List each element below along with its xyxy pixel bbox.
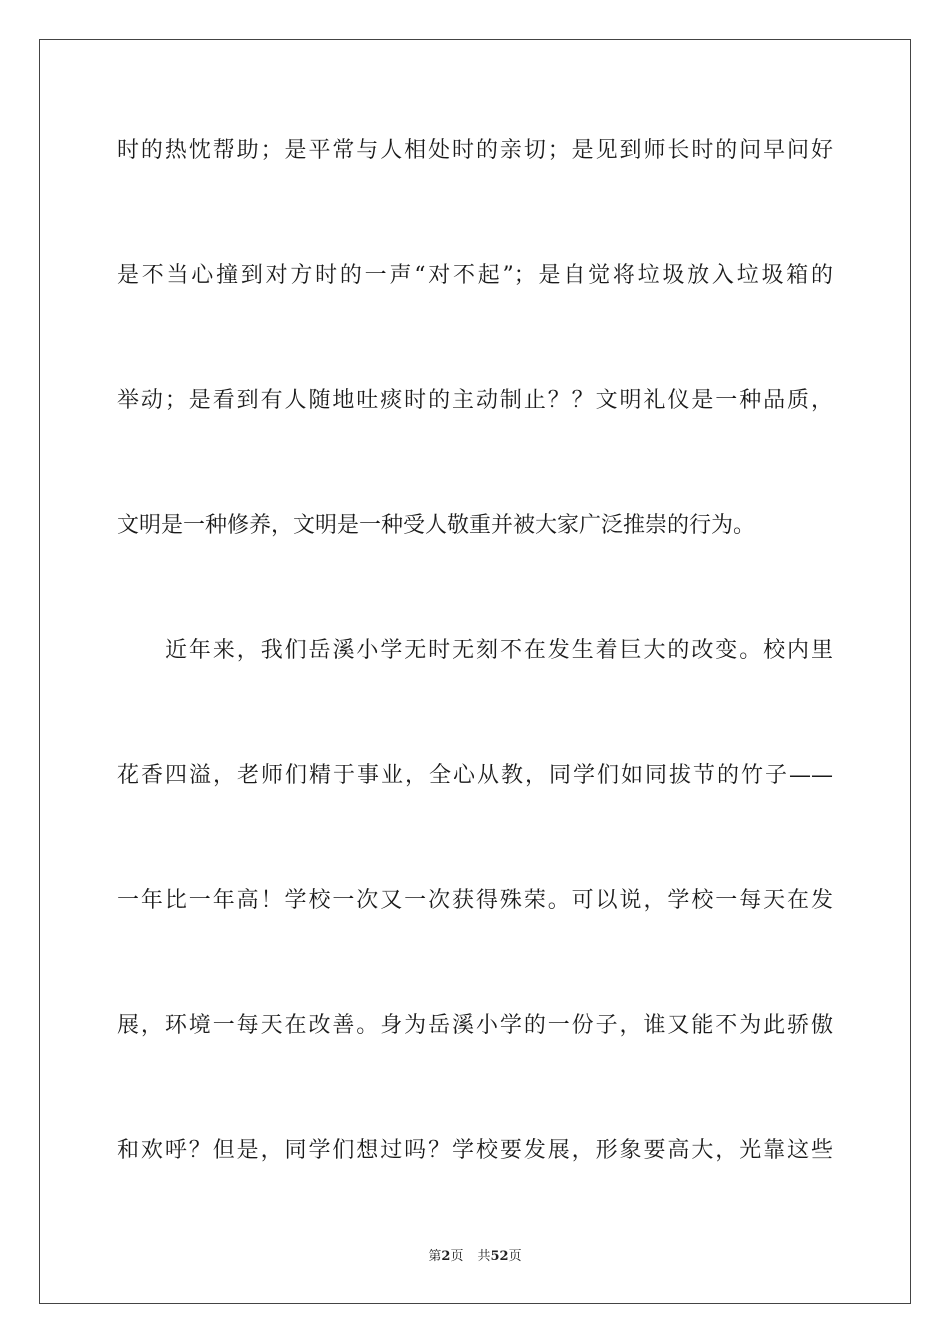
text-line-6: 花香四溢，老师们精于事业，全心从教，同学们如同拔节的竹子——: [117, 763, 833, 788]
total-prefix: 共: [477, 1249, 491, 1264]
text-line-4: 文明是一种修养，文明是一种受人敬重并被大家广泛推崇的行为。: [117, 513, 756, 538]
page-footer: [0, 1248, 950, 1266]
text-line-5: 近年来，我们岳溪小学无时无刻不在发生着巨大的改变。校内里: [165, 638, 833, 663]
text-line-7: 一年比一年高！学校一次又一次获得殊荣。可以说，学校一每天在发: [117, 888, 833, 913]
page-suffix: 页: [450, 1249, 464, 1264]
text-line-2: 是不当心撞到对方时的一声“对不起”；是自觉将垃圾放入垃圾箱的: [117, 263, 833, 288]
page-border: [39, 39, 911, 1304]
page-current: 2: [441, 1249, 451, 1264]
text-line-8: 展，环境一每天在改善。身为岳溪小学的一份子，谁又能不为此骄傲: [117, 1013, 833, 1038]
text-line-9: 和欢呼？但是，同学们想过吗？学校要发展，形象要高大，光靠这些: [117, 1138, 833, 1163]
page-total: 52: [490, 1249, 509, 1264]
page-prefix: 第: [428, 1249, 442, 1264]
text-line-3: 举动；是看到有人随地吐痰时的主动制止？？文明礼仪是一种品质，: [117, 388, 833, 413]
text-line-1: 时的热忱帮助；是平常与人相处时的亲切；是见到师长时的问早问好: [117, 138, 833, 163]
total-suffix: 页: [508, 1249, 522, 1264]
